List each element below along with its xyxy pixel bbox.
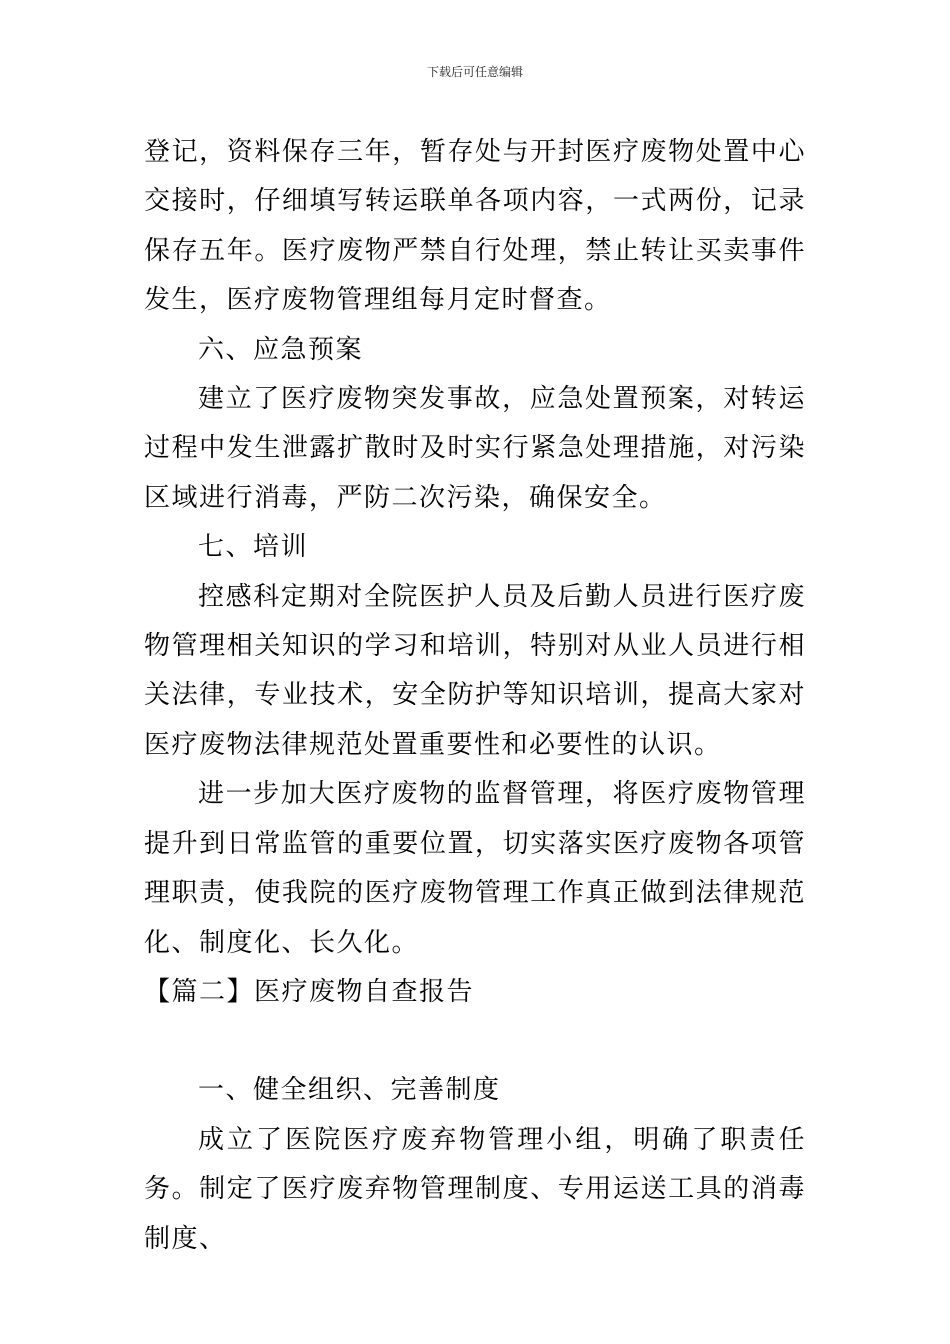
- document-body: [144, 128, 806, 1264]
- heading-training: 七、培训: [198, 532, 309, 563]
- heading-organization: 一、健全组织、完善制度: [198, 1075, 501, 1106]
- section-title-part-two: 【篇二】医疗废物自查报告: [144, 976, 475, 1007]
- paragraph-supervision: 进一步加大医疗废物的监督管理，将医疗废物管理提升到日常监管的重要位置，切实落实医疗废物各项管理职责，使我院的医疗废物管理工作真正做到法律规范化、制度化、长久化。: [144, 779, 806, 958]
- paragraph-training: 控感科定期对全院医护人员及后勤人员进行医疗废物管理相关知识的学习和培训，特别对从业人员进行相关法律，专业技术，安全防护等知识培训，提高大家对医疗废物法律规范处置重要性和必要性的认识。: [144, 581, 806, 760]
- paragraph-organization: 成立了医院医疗废弃物管理小组，明确了职责任务。制定了医疗废弃物管理制度、专用运送工具的消毒制度、: [144, 1124, 806, 1254]
- heading-emergency-plan: 六、应急预案: [198, 334, 364, 365]
- blank-line: [144, 1017, 806, 1066]
- page-header: 下载后可任意编辑: [426, 65, 523, 79]
- paragraph-emergency-plan: 建立了医疗废物突发事故，应急处置预案，对转运过程中发生泄露扩散时及时实行紧急处理措施，对污染区域进行消毒，严防二次污染，确保安全。: [144, 384, 806, 513]
- paragraph-record-keeping: 登记，资料保存三年，暂存处与开封医疗废物处置中心交接时，仔细填写转运联单各项内容，一式两份，记录保存五年。医疗废物严禁自行处理，禁止转让买卖事件发生，医疗废物管理组每月定时督查。: [144, 137, 806, 316]
